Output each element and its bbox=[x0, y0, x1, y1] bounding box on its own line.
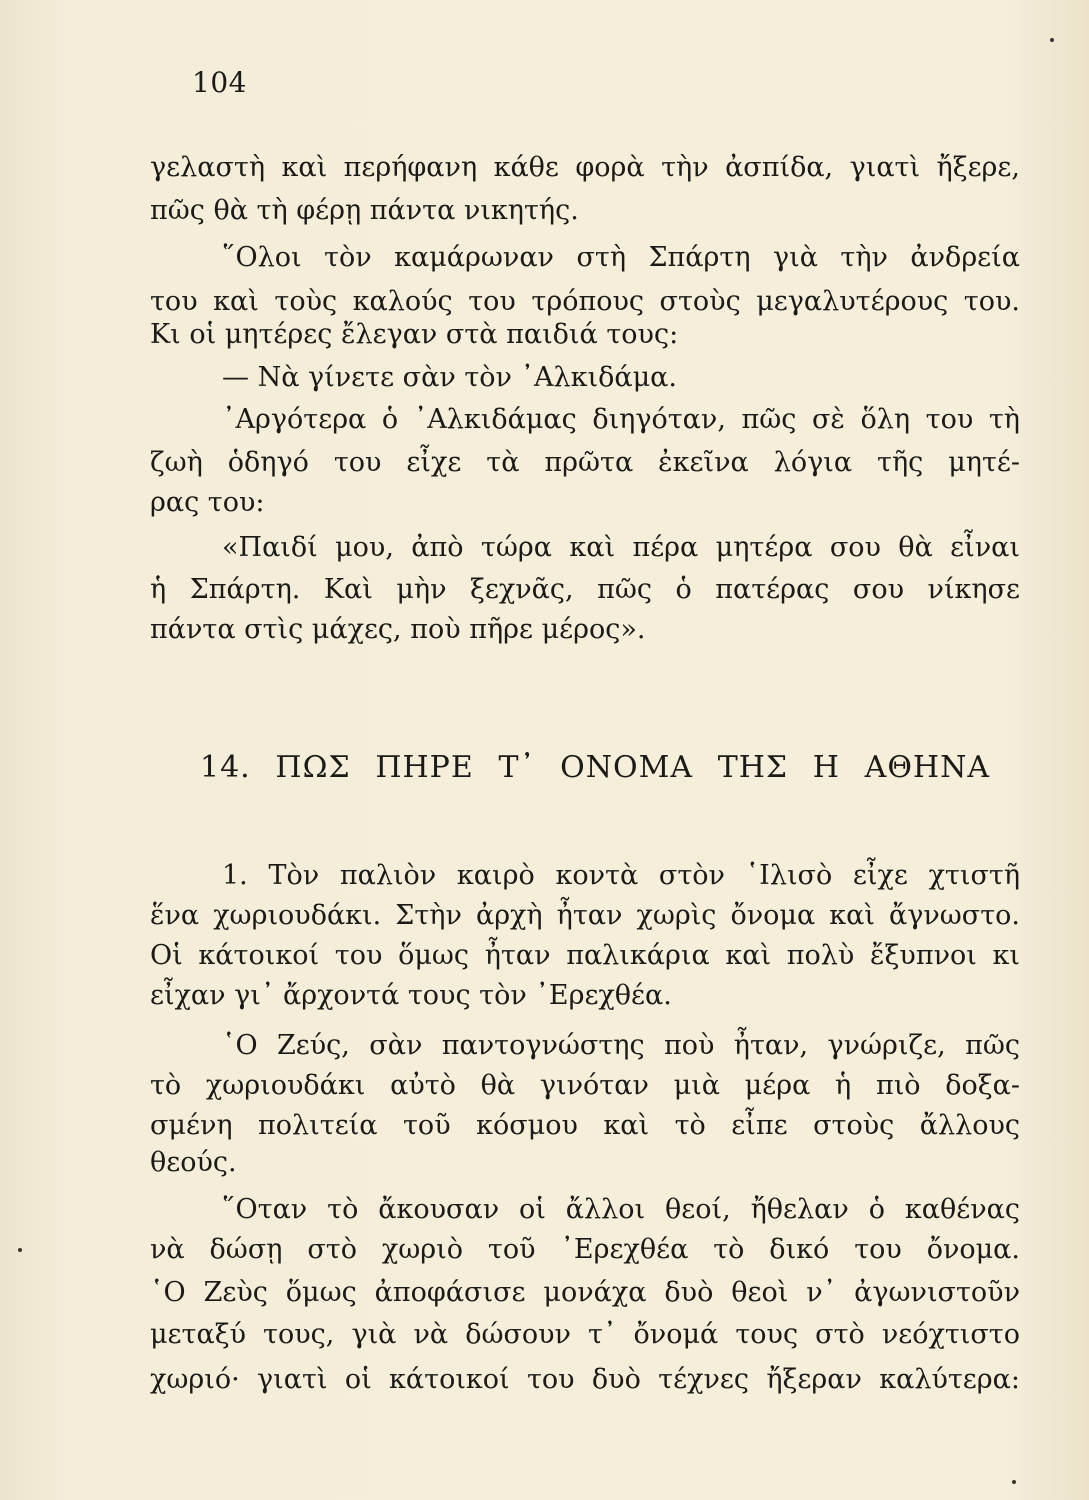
page-number: 104 bbox=[192, 66, 247, 99]
text-line: ῾Ο Ζεὺς ὅμως ἀποφάσισε μονάχα δυὸ θεοὶ ν᾿ ἀγωνιστοῦν bbox=[150, 1277, 1020, 1308]
text-line: τὸ χωριουδάκι αὐτὸ θὰ γινόταν μιὰ μέρα ἡ πιὸ δοξα- bbox=[150, 1070, 1020, 1101]
text-line: ῞Οταν τὸ ἄκουσαν οἱ ἄλλοι θεοί, ἤθελαν ὁ καθένας bbox=[222, 1194, 1020, 1225]
text-line: ζωὴ ὁδηγό του εἶχε τὰ πρῶτα ἐκεῖνα λόγια τῆς μητέ- bbox=[150, 447, 1020, 478]
print-speck bbox=[1050, 38, 1054, 42]
text-line: πῶς θὰ τὴ φέρῃ πάντα νικητής. bbox=[150, 195, 579, 226]
print-speck bbox=[18, 1248, 22, 1252]
text-line: θεούς. bbox=[150, 1147, 237, 1178]
text-line: ῾Ο Ζεύς, σὰν παντογνώστης ποὺ ἦταν, γνώριζε, πῶς bbox=[222, 1030, 1020, 1061]
text-line: του καὶ τοὺς καλούς του τρόπους στοὺς μεγαλυτέρους του. bbox=[150, 286, 1020, 317]
text-line: ρας του: bbox=[150, 487, 265, 518]
text-line: 1. Τὸν παλιὸν καιρὸ κοντὰ στὸν ῾Ιλισὸ εἶχε χτιστῆ bbox=[222, 860, 1020, 891]
text-line: ᾿Αργότερα ὁ ᾿Αλκιδάμας διηγόταν, πῶς σὲ ὅλη του τὴ bbox=[222, 404, 1020, 435]
text-line: — Νὰ γίνετε σὰν τὸν ᾿Αλκιδάμα. bbox=[222, 362, 677, 393]
text-line: Οἱ κάτοικοί του ὅμως ἦταν παλικάρια καὶ πολὺ ἔξυπνοι κι bbox=[150, 940, 1020, 971]
text-line: Κι οἱ μητέρες ἔλεγαν στὰ παιδιά τους: bbox=[150, 319, 679, 350]
text-line: γελαστὴ καὶ περήφανη κάθε φορὰ τὴν ἀσπίδα, γιατὶ ἤξερε, bbox=[150, 152, 1020, 183]
chapter-heading: 14. ΠΩΣ ΠΗΡΕ Τ᾿ ΟΝΟΜΑ ΤΗΣ Η ΑΘΗΝΑ bbox=[200, 750, 990, 785]
text-line: πάντα στὶς μάχες, ποὺ πῆρε μέρος». bbox=[150, 614, 646, 645]
text-line: «Παιδί μου, ἀπὸ τώρα καὶ πέρα μητέρα σου θὰ εἶναι bbox=[222, 532, 1020, 563]
text-line: ῞Ολοι τὸν καμάρωναν στὴ Σπάρτη γιὰ τὴν ἀνδρεία bbox=[222, 242, 1020, 273]
text-line: σμένη πολιτεία τοῦ κόσμου καὶ τὸ εἶπε στοὺς ἄλλους bbox=[150, 1110, 1020, 1141]
text-line: ἡ Σπάρτη. Καὶ μὴν ξεχνᾶς, πῶς ὁ πατέρας σου νίκησε bbox=[150, 574, 1020, 605]
text-line: χωριό· γιατὶ οἱ κάτοικοί του δυὸ τέχνες ἤξεραν καλύτερα: bbox=[150, 1364, 1020, 1395]
print-speck bbox=[1012, 1480, 1016, 1484]
text-line: μεταξύ τους, γιὰ νὰ δώσουν τ᾿ ὄνομά τους στὸ νεόχτιστο bbox=[150, 1319, 1020, 1350]
text-line: εἶχαν γι᾿ ἄρχοντά τους τὸν ᾿Ερεχθέα. bbox=[150, 980, 672, 1011]
text-line: ἕνα χωριουδάκι. Στὴν ἀρχὴ ἦταν χωρὶς ὄνομα καὶ ἄγνωστο. bbox=[150, 900, 1020, 931]
text-line: νὰ δώσῃ στὸ χωριὸ τοῦ ᾿Ερεχθέα τὸ δικό του ὄνομα. bbox=[150, 1234, 1020, 1265]
